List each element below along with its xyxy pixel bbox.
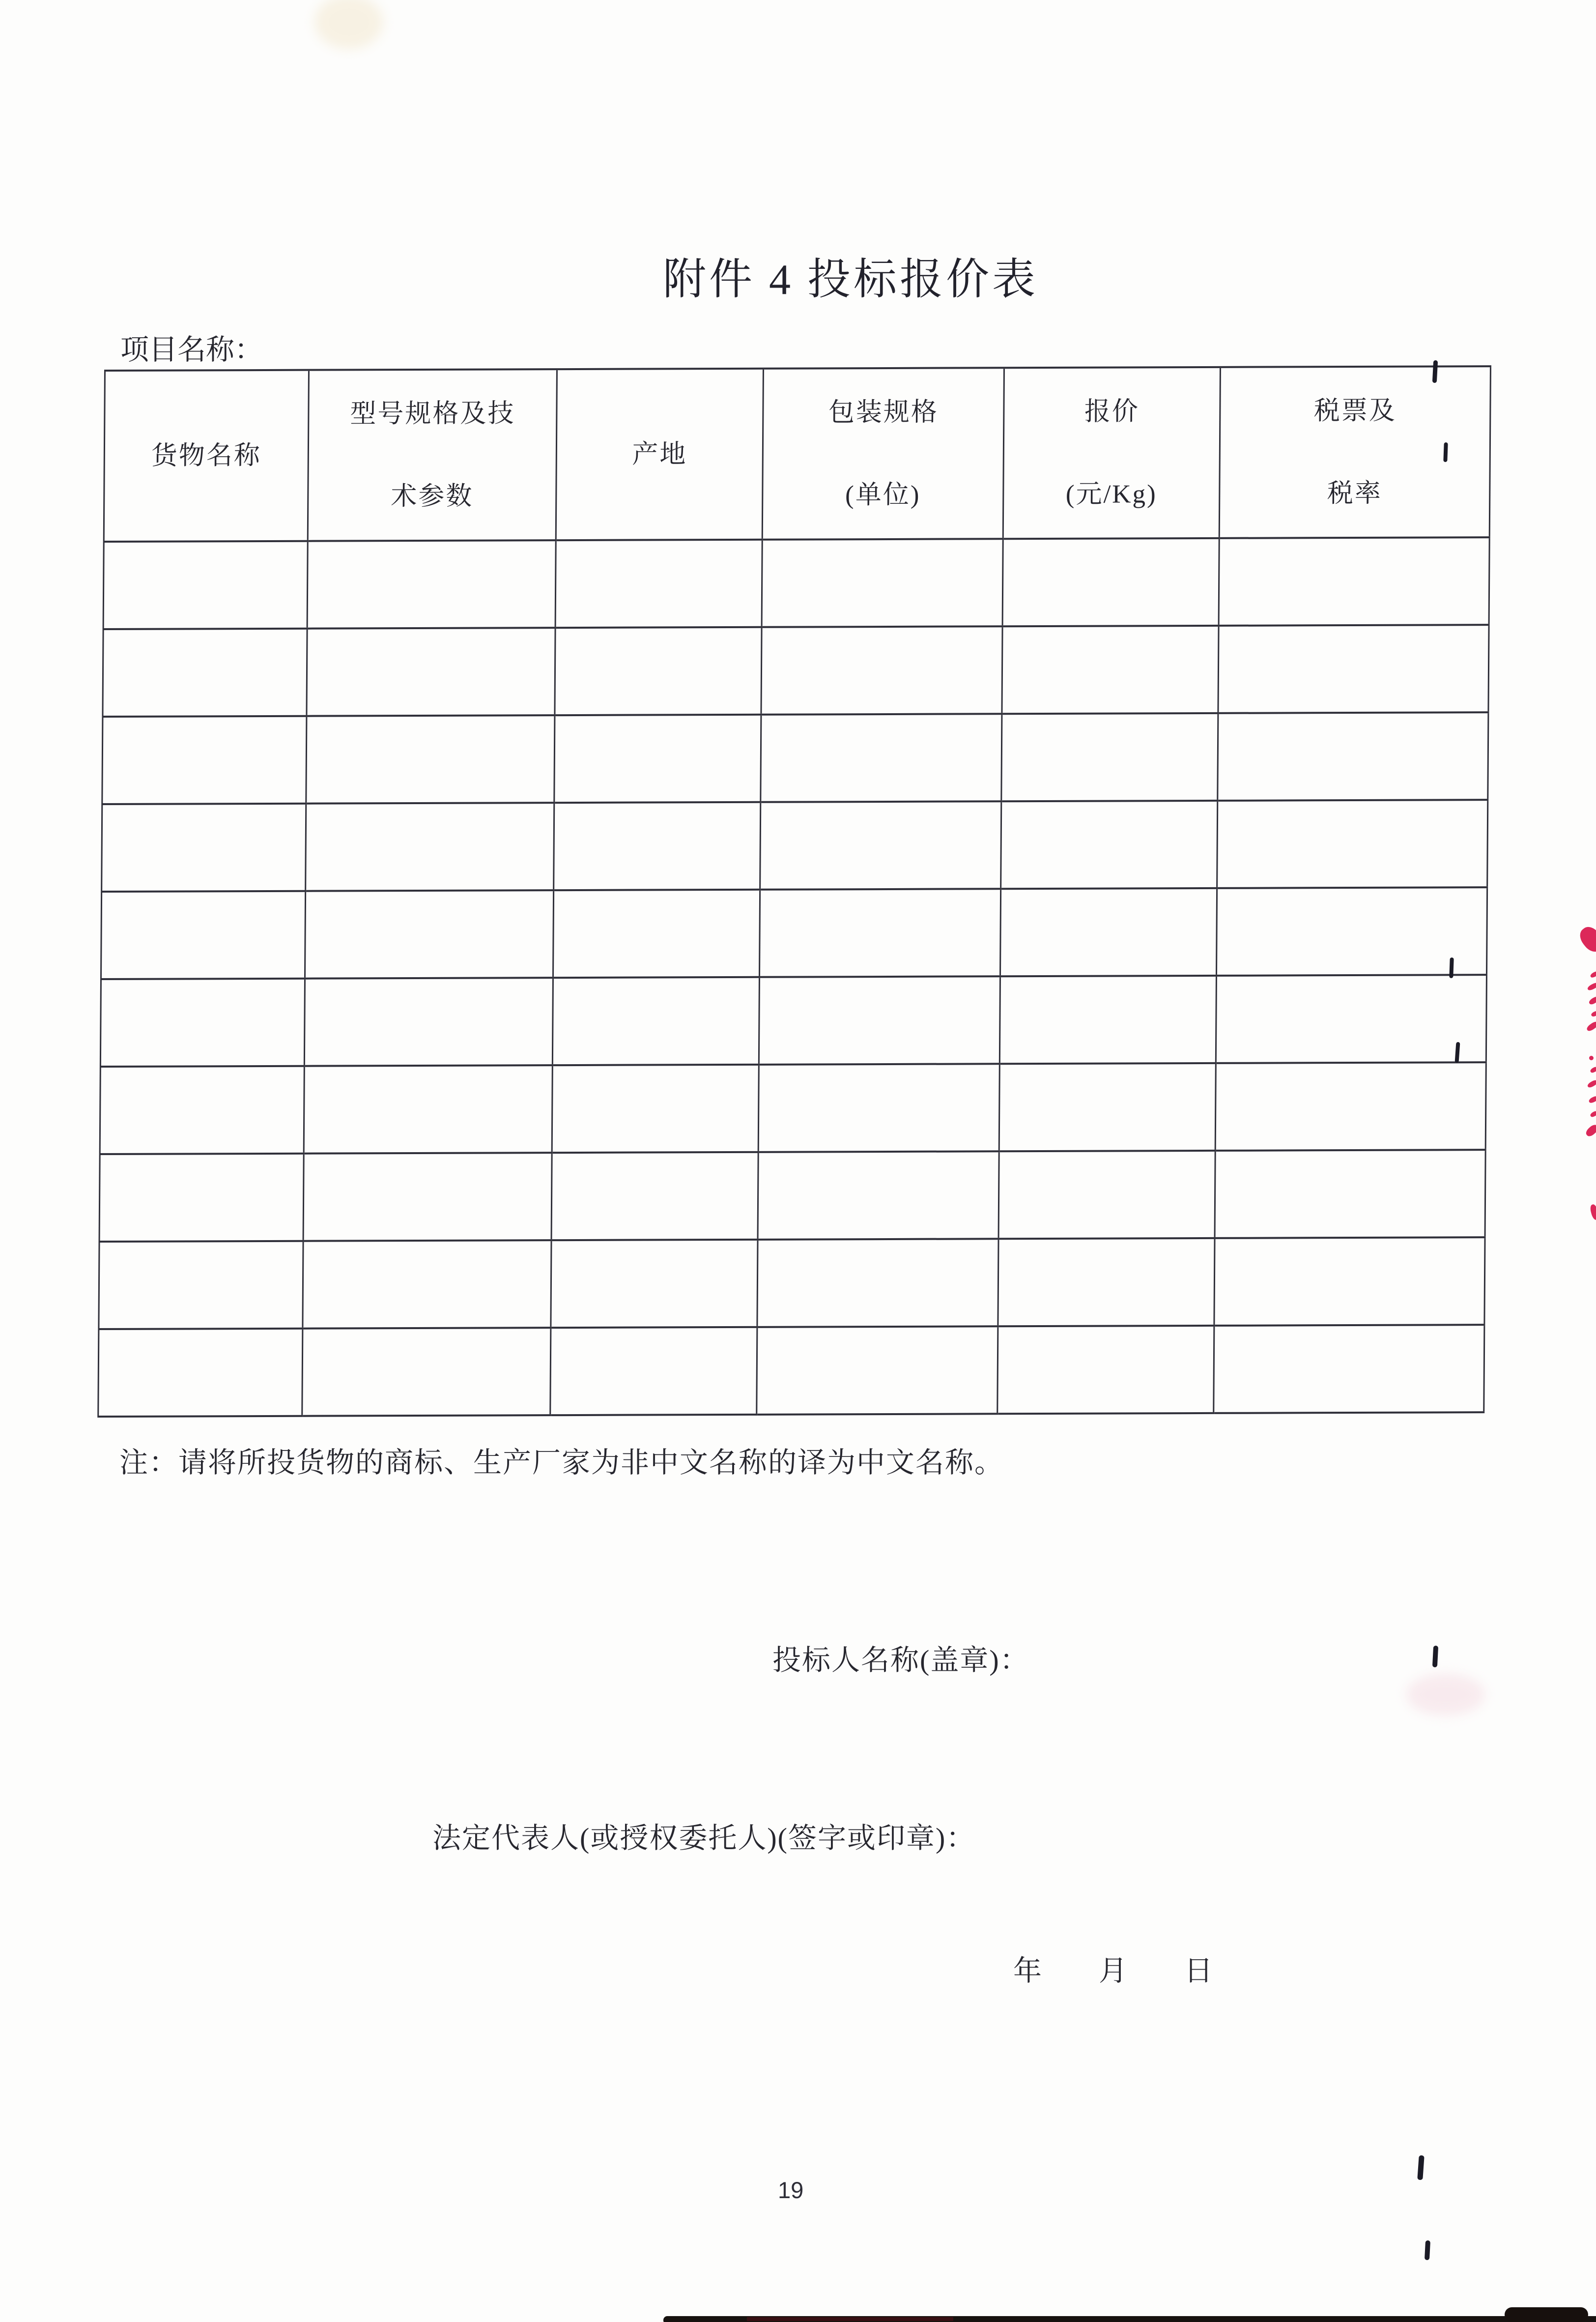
table-cell-empty bbox=[550, 1327, 757, 1415]
bid-quotation-table bbox=[97, 365, 1491, 1418]
project-name-label: 项目名称： bbox=[120, 334, 263, 366]
table-cell-empty bbox=[1219, 537, 1489, 626]
table-cell-empty bbox=[761, 626, 1002, 715]
table-cell-empty bbox=[998, 1238, 1215, 1326]
col-header-model-spec: 型号规格及技 术参数 bbox=[308, 369, 557, 541]
red-stamp-fragment bbox=[1590, 1110, 1596, 1118]
table-cell-empty bbox=[757, 1326, 998, 1415]
table-cell-empty bbox=[304, 1065, 552, 1154]
col-header-tax: 税票及 税率 bbox=[1219, 366, 1490, 538]
table-cell-empty bbox=[760, 801, 1001, 890]
table-cell-empty bbox=[553, 890, 760, 978]
table-cell-empty bbox=[999, 1063, 1216, 1151]
table-row bbox=[98, 1325, 1484, 1417]
red-stamp-fragment bbox=[1591, 1010, 1596, 1017]
table-row bbox=[100, 975, 1486, 1067]
table-cell-empty bbox=[757, 1239, 998, 1327]
table-cell-empty bbox=[1215, 1150, 1485, 1238]
col-header-packing-spec: 包装规格 (单位) bbox=[762, 368, 1004, 540]
table-header-row bbox=[104, 366, 1490, 542]
table-cell-empty bbox=[761, 714, 1002, 802]
table-cell-empty bbox=[1214, 1237, 1485, 1326]
table-cell-empty bbox=[102, 716, 307, 804]
table-cell-empty bbox=[1214, 1325, 1484, 1413]
table-cell-empty bbox=[307, 540, 556, 629]
table-cell-empty bbox=[1216, 887, 1487, 976]
table-cell-empty bbox=[304, 978, 553, 1066]
table-cell-empty bbox=[307, 628, 555, 716]
table-cell-empty bbox=[552, 1065, 759, 1153]
table-cell-empty bbox=[101, 891, 305, 979]
red-stamp-fragment bbox=[1576, 923, 1596, 956]
red-stamp-fragment bbox=[1584, 1123, 1596, 1138]
table-row bbox=[101, 887, 1487, 979]
table-cell-empty bbox=[762, 539, 1003, 627]
red-stamp-fragment bbox=[1587, 1079, 1596, 1089]
table-cell-empty bbox=[554, 802, 761, 890]
scan-tick-mark bbox=[1449, 958, 1454, 978]
table-cell-empty bbox=[1001, 713, 1218, 801]
legal-representative-label: 法定代表人(或授权委托人)(签字或印章)： bbox=[432, 1822, 976, 1854]
table-cell-empty bbox=[99, 1154, 304, 1242]
scan-tick-mark bbox=[1443, 442, 1448, 462]
table-cell-empty bbox=[103, 629, 307, 717]
table-cell-empty bbox=[305, 890, 553, 979]
table-cell-empty bbox=[1218, 712, 1488, 801]
table-cell-empty bbox=[759, 976, 1000, 1065]
red-stamp-fragment bbox=[1590, 1066, 1596, 1074]
table-cell-empty bbox=[555, 627, 762, 715]
red-stamp-fragment bbox=[1587, 982, 1596, 991]
scan-tick-mark bbox=[1432, 1646, 1438, 1667]
table-cell-empty bbox=[758, 1064, 999, 1152]
table-cell-empty bbox=[1000, 888, 1217, 976]
table-cell-empty bbox=[555, 540, 762, 628]
table-cell-empty bbox=[100, 979, 305, 1067]
table-cell-empty bbox=[100, 1066, 304, 1154]
table-cell-empty bbox=[1215, 1062, 1486, 1151]
table-body bbox=[98, 537, 1489, 1417]
table-cell-empty bbox=[1002, 626, 1219, 714]
table-cell-empty bbox=[98, 1329, 303, 1417]
table-row bbox=[102, 712, 1488, 804]
table-cell-empty bbox=[306, 803, 554, 891]
table-cell-empty bbox=[551, 1240, 758, 1328]
scan-tick-mark bbox=[1425, 2240, 1430, 2260]
table-cell-empty bbox=[103, 541, 308, 629]
table-cell-empty bbox=[102, 804, 306, 892]
table-row bbox=[100, 1062, 1486, 1154]
col-header-price: 报价 (元/Kg) bbox=[1003, 367, 1220, 539]
table-cell-empty bbox=[759, 889, 1000, 977]
table-cell-empty bbox=[1218, 625, 1489, 713]
table-row bbox=[102, 800, 1488, 892]
red-stamp-fragment bbox=[1590, 970, 1596, 979]
table-cell-empty bbox=[998, 1151, 1215, 1239]
table-cell-empty bbox=[306, 715, 555, 804]
table-cell-empty bbox=[551, 1152, 758, 1240]
table-cell-empty bbox=[1217, 800, 1488, 888]
red-stamp-fragment bbox=[1588, 995, 1596, 1006]
col-header-goods-name: 货物名称 bbox=[104, 370, 309, 542]
table-row bbox=[99, 1237, 1485, 1329]
table-cell-empty bbox=[1001, 801, 1218, 889]
table-cell-empty bbox=[758, 1151, 999, 1240]
table-row bbox=[99, 1150, 1485, 1242]
table-cell-empty bbox=[1002, 538, 1219, 626]
red-stamp-fragment bbox=[1586, 1020, 1596, 1033]
page-number: 19 bbox=[778, 2177, 804, 2203]
red-stamp-fragment bbox=[1589, 1204, 1596, 1221]
table-cell-empty bbox=[99, 1241, 303, 1329]
red-stamp-fragment bbox=[1588, 1095, 1596, 1104]
scan-edge-blob bbox=[1505, 2307, 1588, 2322]
red-stamp-fragment bbox=[1589, 1056, 1594, 1060]
table-cell-empty bbox=[552, 977, 759, 1065]
table-cell-empty bbox=[554, 715, 761, 803]
table-row bbox=[103, 625, 1489, 717]
scan-smudge bbox=[1406, 1674, 1485, 1715]
table-cell-empty bbox=[302, 1328, 551, 1416]
col-header-origin: 产地 bbox=[556, 369, 763, 540]
page-title: 附件 4 投标报价表 bbox=[662, 256, 1038, 304]
table-cell-empty bbox=[1216, 975, 1486, 1063]
bidder-name-label: 投标人名称(盖章)： bbox=[772, 1644, 1029, 1676]
table-cell-empty bbox=[998, 1326, 1214, 1414]
date-line: 年 月 日 bbox=[1013, 1955, 1213, 1987]
table-cell-empty bbox=[303, 1240, 551, 1329]
table-cell-empty bbox=[303, 1153, 552, 1241]
table-cell-empty bbox=[999, 976, 1216, 1064]
scan-edge-strip-tint bbox=[747, 2317, 953, 2321]
note-text: 注：请将所投货物的商标、生产厂家为非中文名称的译为中文名称。 bbox=[119, 1447, 1004, 1479]
scan-smudge bbox=[314, 0, 383, 49]
scan-tick-mark bbox=[1417, 2155, 1424, 2180]
table-row bbox=[103, 537, 1489, 629]
